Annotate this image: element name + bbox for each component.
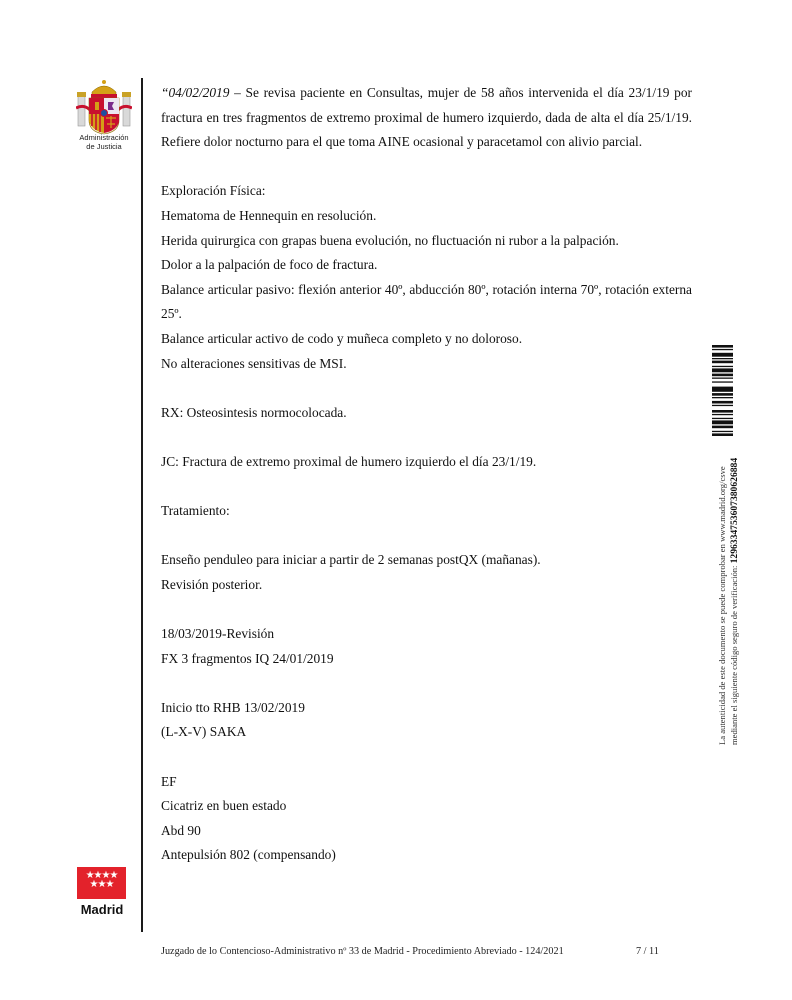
verification-prefix: mediante el siguiente código seguro de verificación: [729,563,739,745]
rhb-line: Inicio tto RHB 13/02/2019 [161,699,305,715]
rhb-line: (L-X-V) SAKA [161,724,247,740]
verification-line1: La autenticidad de este documento se puede comprobar en www.madrid.org/csve [717,466,727,745]
jc-line: JC: Fractura de extremo proximal de humero izquierdo el día 23/1/19. [161,453,537,469]
exploration-line: Hematoma de Hennequin en resolución. [161,207,377,223]
exploration-line: Herida quirurgica con grapas buena evolución, no fluctuación ni rubor a la palpación. [161,232,619,248]
stars-row-bottom: ★★★ [89,879,114,890]
revision-line: 18/03/2019-Revisión [161,626,275,642]
exploration-line: No alteraciones sensitivas de MSI. [161,355,347,371]
verification-line2 [728,457,741,745]
page-number: 7 / 11 [636,946,659,957]
document-body [161,81,692,868]
intro-date: “04/02/2019 [161,85,230,100]
revision-line: FX 3 fragmentos IQ 24/01/2019 [161,650,334,666]
ef-line: Cicatriz en buen estado [161,798,287,814]
barcode-icon [712,345,733,455]
madrid-flag-icon [77,867,126,899]
intro-text: – Se revisa paciente en Consultas, mujer de 58 años intervenida el día 23/1/19 por fractura en tres fragmentos de extremo proximal de humero izquierdo, dada de alta el día 25/1/19. Refiere dolor nocturno para el que toma AINE ocasional y paracetamol con alivio parcial. [161,85,692,150]
margin-rule [141,78,143,932]
ef-line: Abd 90 [161,822,201,838]
rx-line: RX: Osteosintesis normocolocada. [161,404,347,420]
intro-paragraph [161,81,692,155]
treatment-line: Enseño penduleo para iniciar a partir de 2 semanas postQX (mañanas). [161,552,541,568]
verification-notice [716,457,741,745]
exploration-line: Balance articular pasivo: flexión anterior 40º, abducción 80º, rotación interna 70º, rotación externa 25º. [161,281,692,322]
flag-stars [77,871,126,889]
exploration-title: Exploración Física: [161,183,266,199]
crest-caption-line2: de Justicia [86,142,122,151]
ef-line: Antepulsión 802 (compensando) [161,847,336,863]
exploration-line: Balance articular activo de codo y muñeca completo y no doloroso. [161,330,523,346]
coat-of-arms-icon [76,78,132,136]
footer-text: Juzgado de lo Contencioso-Administrativo nº 33 de Madrid - Procedimiento Abreviado - 124/2021 [161,946,564,957]
crest-caption [64,133,144,151]
verification-code: 1296334753607380626884 [729,457,740,564]
crest-caption-line1: Administración [79,133,129,142]
treatment-title: Tratamiento: [161,503,230,519]
treatment-line: Revisión posterior. [161,576,263,592]
stars-row-top: ★★★★ [85,870,118,881]
ef-line: EF [161,773,177,789]
exploration-line: Dolor a la palpación de foco de fractura. [161,257,378,273]
madrid-label: Madrid [80,902,124,917]
